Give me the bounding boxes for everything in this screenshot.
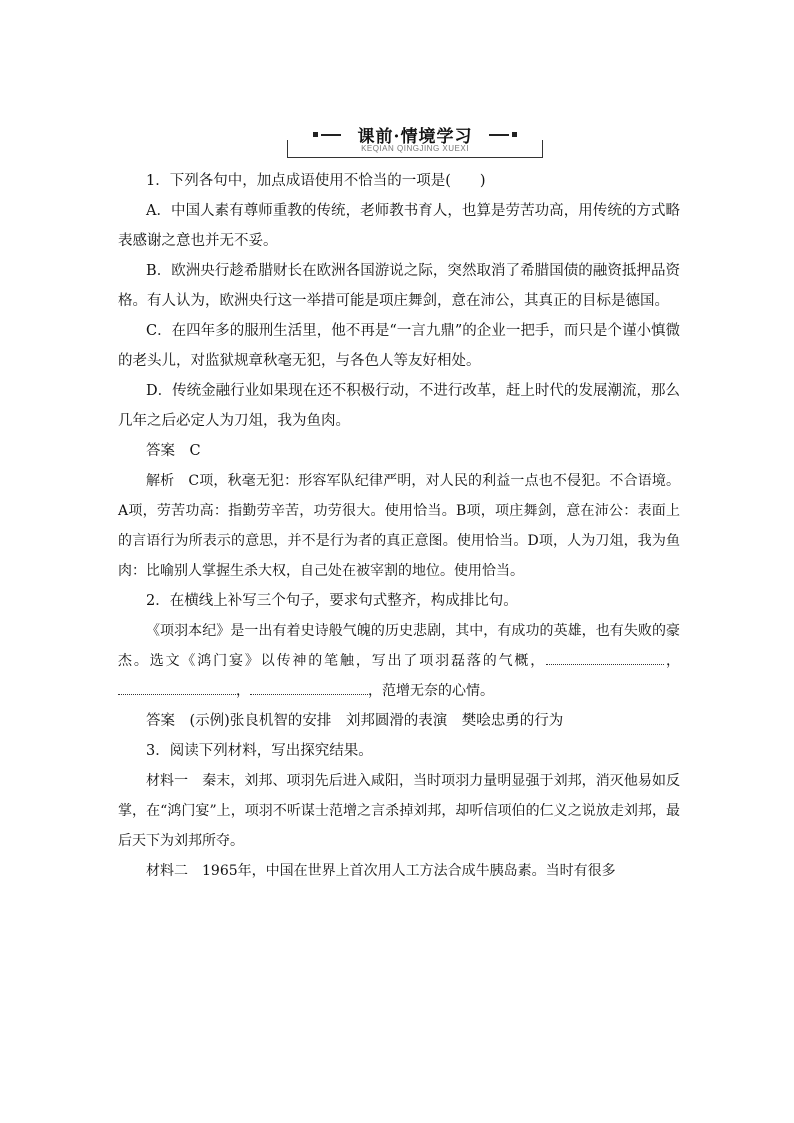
material-1: 材料一 秦末，刘邦、项羽先后进入咸阳，当时项羽力量明显强于刘邦，消灭他易如反掌，在“鸿门宴”上，项羽不听谋士范增之言杀掉刘邦，却听信项伯的仁义之说放走刘邦，最后天下为刘邦所夺。 — [118, 773, 680, 849]
question-1-stem: 1．下列各句中，加点成语使用不恰当的一项是( ) — [146, 173, 486, 189]
section-title: 课前·情境学习 — [357, 126, 473, 147]
question-3-stem: 3．阅读下列材料，写出探究结果。 — [146, 743, 373, 759]
question-1-option-c: C．在四年多的服刑生活里，他不再是“一言九鼎”的企业一把手，而只是个谨小慎微的老头儿，对监狱规章秋毫无犯，与各色人等友好相处。 — [118, 323, 680, 369]
blank-separator-2: ， — [236, 683, 250, 699]
section-subtitle: KEQIAN QINGJING XUEXI — [361, 144, 469, 153]
section-header — [287, 122, 543, 158]
question-1-answer: 答案 C — [146, 443, 201, 459]
header-rule-right — [489, 134, 509, 136]
blank-2[interactable] — [118, 680, 236, 695]
blank-separator-1: ， — [664, 653, 681, 669]
question-1-option-a: A．中国人素有尊师重教的传统，老师教书育人，也算是劳苦功高，用传统的方式略表感谢之意也并无不妥。 — [118, 203, 680, 249]
passage-text-b: ，范增无奈的心情。 — [368, 683, 494, 699]
question-1-analysis: 解析 C项，秋毫无犯：形容军队纪律严明，对人民的利益一点也不侵犯。不合语境。A项，劳苦功高：指勤劳辛苦，功劳很大。使用恰当。B项，项庄舞剑，意在沛公：表面上的言语行为所表示的意思，并不是行为者的真正意图。使用恰当。D项，人为刀俎，我为鱼肉：比喻别人掌握生杀大权，自己处在被宰割的地位。使用恰当。 — [118, 473, 680, 579]
material-2: 材料二 1965年，中国在世界上首次用人工方法合成牛胰岛素。当时有很多 — [146, 863, 616, 879]
blank-3[interactable] — [250, 680, 368, 695]
header-dot-right — [512, 132, 517, 137]
passage-text-a: 《项羽本纪》是一出有着史诗般气魄的历史悲剧，其中，有成功的英雄，也有失败的豪杰。选文《鸿门宴》以传神的笔触，写出了项羽磊落的气概， — [118, 623, 680, 669]
question-2-stem: 2．在横线上补写三个句子，要求句式整齐，构成排比句。 — [146, 593, 518, 609]
question-1-option-d: D．传统金融行业如果现在还不积极行动，不进行改革，赶上时代的发展潮流，那么几年之后必定人为刀俎，我为鱼肉。 — [118, 383, 680, 429]
question-2-answer: 答案 (示例)张良机智的安排 刘邦圆滑的表演 樊哙忠勇的行为 — [146, 713, 564, 729]
blank-1[interactable] — [546, 650, 664, 665]
question-2-passage — [118, 616, 680, 706]
document-body — [118, 166, 680, 886]
question-1-option-b: B．欧洲央行趁希腊财长在欧洲各国游说之际，突然取消了希腊国债的融资抵押品资格。有人认为，欧洲央行这一举措可能是项庄舞剑，意在沛公，其真正的目标是德国。 — [118, 263, 680, 309]
